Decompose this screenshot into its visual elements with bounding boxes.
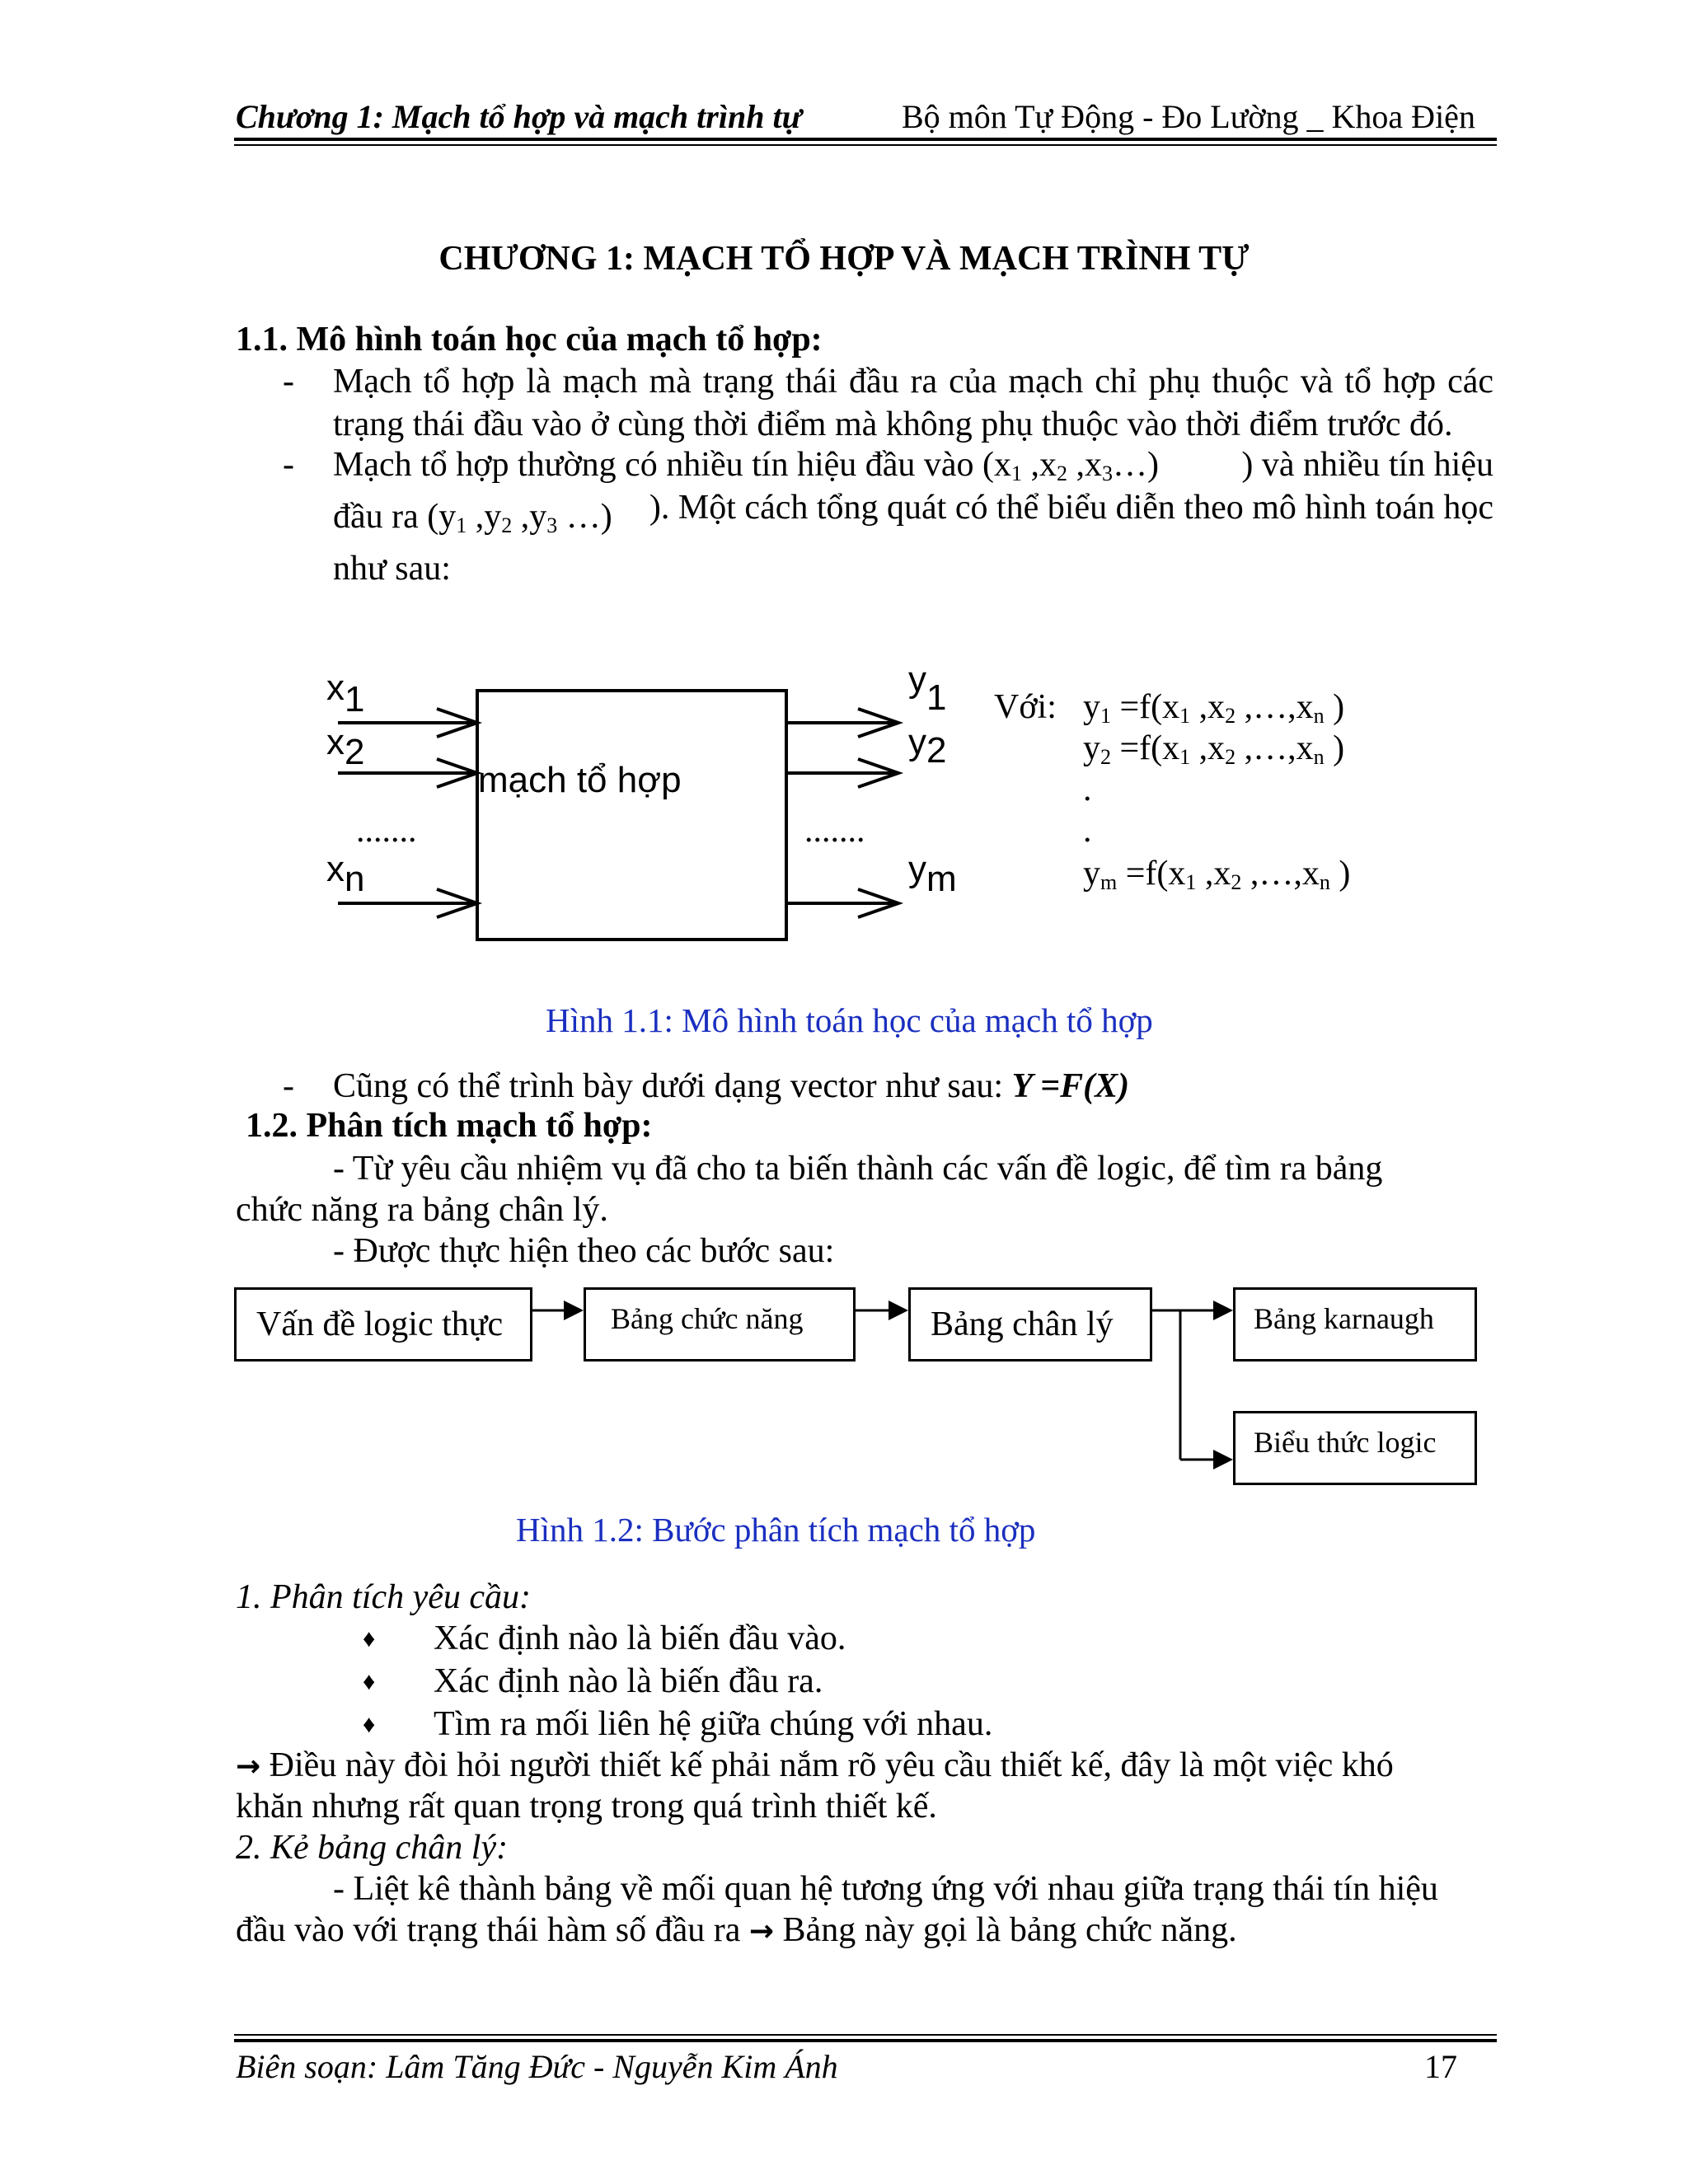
header-right: Bộ môn Tự Động - Đo Lường _ Khoa Điện (902, 98, 1475, 135)
step-2-para-1: - Liệt kê thành bảng về mối quan hệ tương ứng với nhau giữa trạng thái tín hiệu (333, 1870, 1438, 1908)
bullet-2-line-1: Mạch tổ hợp thường có nhiều tín hiệu đầu vào ($x_1$ $,x_2$ $,x_3\dots$) (333, 446, 1160, 485)
arrow-icon: → (236, 1750, 261, 1783)
bullet-2-line-2: đầu ra ($y_1$ $,y_2$ $,y_3$ …) (333, 498, 612, 537)
section-2-para-1b: chức năng ra bảng chân lý. (236, 1191, 608, 1229)
header-left: Chương 1: Mạch tổ hợp và mạch trình tự (236, 98, 802, 135)
section-2-heading: 1.2. Phân tích mạch tổ hợp: (246, 1107, 653, 1145)
step-1-note: → Điều này đòi hỏi người thiết kế phải nắm rõ yêu cầu thiết kế, đây là một việc khó (236, 1746, 1394, 1784)
flow-box-logic-expression: Biểu thức logic (1233, 1411, 1477, 1485)
step-1-note-2: khăn nhưng rất quan trọng trong quá trình thiết kế. (236, 1788, 937, 1825)
diamond-bullet: ♦ (363, 1625, 376, 1652)
step-2-para-2: đầu vào với trạng thái hàm số đầu ra → Bảng này gọi là bảng chức năng. (236, 1911, 1237, 1949)
equation-dot: . (1083, 771, 1092, 808)
footer-rule-thin (234, 2034, 1497, 2036)
bullet-2-line-2-rest: ). Một cách tổng quát có thể biểu diễn theo mô hình toán học (649, 489, 1493, 527)
figure-1-caption: Hình 1.1: Mô hình toán học của mạch tổ hợp (546, 1001, 1153, 1039)
chapter-title: CHƯƠNG 1: MẠCH TỔ HỢP VÀ MẠCH TRÌNH TỰ (438, 240, 1250, 278)
flow-box-karnaugh: Bảng karnaugh (1233, 1287, 1477, 1361)
input-label-xn: xn (326, 849, 365, 899)
footer-rule-thick (234, 2039, 1497, 2042)
step-1-item: Xác định nào là biến đầu ra. (434, 1662, 823, 1700)
diamond-bullet: ♦ (363, 1711, 376, 1738)
arrow-icon: → (748, 1915, 775, 1948)
section-2-para-2: - Được thực hiện theo các bước sau: (333, 1232, 835, 1270)
bullet-dash: - (283, 1067, 294, 1105)
flow-box-logic-problem: Vấn đề logic thực (234, 1287, 532, 1361)
output-label-y1: y1 (908, 659, 947, 718)
page-number: 17 (1424, 2048, 1457, 2085)
block-label: mạch tổ hợp (478, 760, 682, 800)
input-label-x1: x1 (326, 668, 365, 719)
footer-author: Biên soạn: Lâm Tăng Đức - Nguyễn Kim Ánh (236, 2048, 838, 2085)
output-label-y2: y2 (908, 722, 947, 771)
section-1-bullet-1: Mạch tổ hợp là mạch mà trạng thái đầu ra của mạch chỉ phụ thuộc và tổ hợp các trạng thái đầu vào ở cùng thời điểm mà không phụ thuộc vào thời điểm trước đó. (333, 363, 1493, 443)
output-dots: ....... (804, 812, 865, 850)
step-1-title: 1. Phân tích yêu cầu: (236, 1578, 532, 1616)
equations-voi: Với: (994, 688, 1057, 726)
figure-2-caption: Hình 1.2: Bước phân tích mạch tổ hợp (516, 1511, 1036, 1549)
flow-box-truth-table: Bảng chân lý (908, 1287, 1152, 1361)
step-1-item: Xác định nào là biến đầu vào. (434, 1619, 846, 1657)
section-2-para-1: - Từ yêu cầu nhiệm vụ đã cho ta biến thành các vấn đề logic, để tìm ra bảng (333, 1150, 1383, 1188)
section-1-heading: 1.1. Mô hình toán học của mạch tổ hợp: (236, 321, 823, 359)
diamond-bullet: ♦ (363, 1668, 376, 1695)
input-dots: ....... (356, 812, 417, 850)
equation-y2: $y_2 =f(x_1$ $,x_2$ $,\dots,x_n$ ) (1083, 729, 1345, 769)
section-1-bullet-2: Mạch tổ hợp thường có nhiều tín hiệu đầu vào ($x_1$ $,x_2$ $,x_3\dots$) ) và nhiều tín hiệu đầu ra ($y_1$ $,y_2$ $,y_3$ …) như sau: (333, 443, 1493, 590)
output-label-ym: ym (908, 849, 957, 899)
equation-dot: . (1083, 812, 1092, 850)
step-1-item: Tìm ra mối liên hệ giữa chúng với nhau. (434, 1705, 993, 1743)
bullet-dash: - (283, 446, 294, 484)
equation-ym: $y_m =f(x_1$ $,x_2$ $,\dots,x_n$ ) (1083, 855, 1351, 894)
vector-line: Cũng có thể trình bày dưới dạng vector như sau: Y =F(X) (333, 1067, 1130, 1105)
vector-formula: Y =F(X) (1011, 1067, 1130, 1105)
bullet-dash: - (283, 363, 294, 401)
equation-y1: $y_1 =f(x_1$ $,x_2$ $,\dots,x_n$ ) (1083, 688, 1345, 728)
flow-box-function-table: Bảng chức năng (584, 1287, 856, 1361)
step-2-title: 2. Kẻ bảng chân lý: (236, 1829, 509, 1867)
input-label-x2: x2 (326, 722, 365, 772)
